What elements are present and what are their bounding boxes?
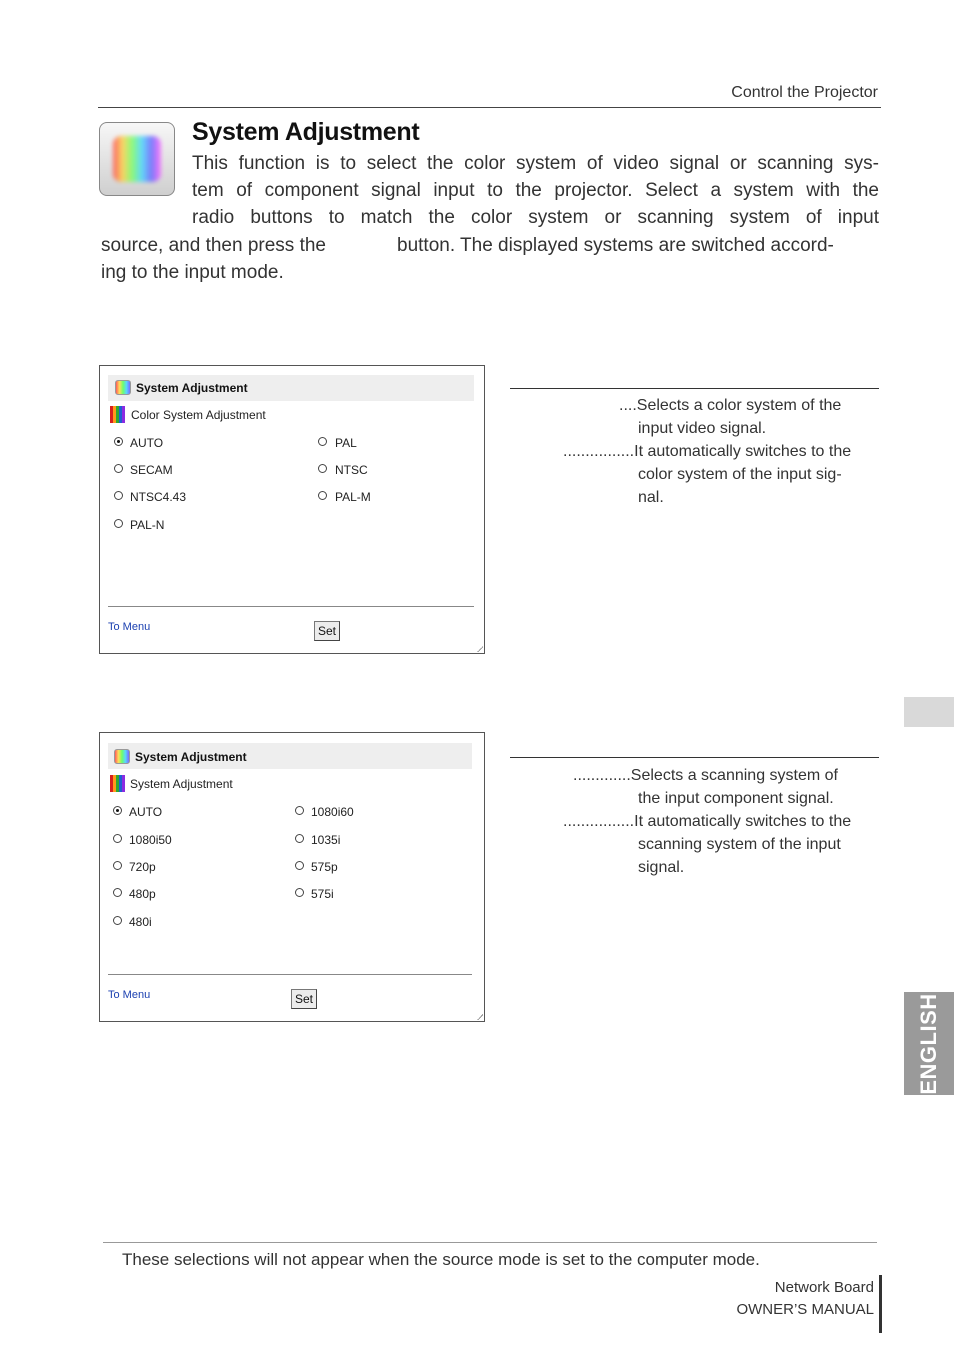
intro-line-3: radio buttons to match the color system or scanning system of input [192, 207, 879, 228]
desc-text: signal. [638, 859, 685, 876]
option-label: AUTO [129, 805, 163, 819]
radio-1080i50[interactable] [113, 834, 122, 843]
option-label: 575i [311, 887, 334, 901]
desc-text: input video signal. [638, 420, 767, 437]
radio-1080i60[interactable] [295, 806, 304, 815]
radio-575p[interactable] [295, 861, 304, 870]
desc-text: the input component signal. [638, 790, 834, 807]
desc-rule [510, 388, 879, 389]
intro-line-5: ing to the input mode. [101, 262, 284, 283]
header-rule [98, 107, 881, 108]
radio-1035i[interactable] [295, 834, 304, 843]
option-label: NTSC4.43 [130, 490, 187, 504]
footer-bar [879, 1275, 882, 1333]
radio-575i[interactable] [295, 888, 304, 897]
footer-manual-type: OWNER’S MANUAL [736, 1301, 874, 1318]
option-label: AUTO [130, 436, 164, 450]
intro-line-4a: source, and then press the [101, 235, 326, 256]
desc-text: scanning system of the input [638, 836, 841, 853]
radio-pal-m[interactable] [318, 491, 327, 500]
radio-720p[interactable] [113, 861, 122, 870]
radio-480p[interactable] [113, 888, 122, 897]
section-header: Control the Projector [731, 84, 878, 101]
desc-text: .............Selects a scanning system of [573, 767, 838, 784]
resize-grip[interactable] [477, 1014, 483, 1020]
to-menu-link[interactable]: To Menu [108, 989, 151, 1001]
option-label: SECAM [130, 463, 173, 477]
system-adjustment-icon [99, 122, 175, 196]
color-bars-icon [110, 775, 125, 792]
set-button[interactable]: Set [291, 989, 317, 1009]
option-label: 1080i60 [311, 805, 354, 819]
intro-line-4b: button. The displayed systems are switched accord- [397, 235, 834, 256]
radio-pal[interactable] [318, 437, 327, 446]
footer-note: These selections will not appear when the source mode is set to the computer mode. [122, 1250, 760, 1269]
panel-title: System Adjustment [136, 381, 248, 395]
option-label: 480p [129, 887, 156, 901]
option-label: 1035i [311, 833, 341, 847]
panel-separator [108, 606, 474, 607]
panel-separator [108, 974, 472, 975]
language-tab [904, 992, 954, 1095]
option-label: PAL-N [130, 518, 165, 532]
desc-text: ................It automatically switches to the [563, 813, 852, 830]
side-tab [904, 697, 954, 727]
option-label: 480i [129, 915, 152, 929]
radio-ntsc443[interactable] [114, 491, 123, 500]
page-title: System Adjustment [192, 118, 420, 146]
set-button[interactable]: Set [314, 621, 340, 641]
language-tab-label: ENGLISH [916, 992, 941, 1095]
radio-480i[interactable] [113, 916, 122, 925]
radio-ntsc[interactable] [318, 464, 327, 473]
radio-auto[interactable] [114, 437, 123, 446]
system-adjustment-icon [115, 380, 131, 395]
color-system-panel [99, 365, 485, 654]
option-label: 1080i50 [129, 833, 172, 847]
option-label: 575p [311, 860, 338, 874]
desc-text: ................It automatically switches to the [563, 443, 852, 460]
intro-line-2: tem of component signal input to the projector. Select a system with the [192, 180, 879, 201]
desc-text: nal. [638, 489, 664, 506]
resize-grip[interactable] [477, 646, 483, 652]
desc-text: color system of the input sig- [638, 466, 842, 483]
footer-rule [103, 1242, 877, 1243]
to-menu-link[interactable]: To Menu [108, 621, 151, 633]
intro-line-1: This function is to select the color system of video signal or scanning sys- [192, 153, 879, 174]
desc-text: ....Selects a color system of the [619, 397, 842, 414]
panel-subtitle: System Adjustment [130, 777, 233, 791]
desc-rule [510, 757, 879, 758]
scan-system-panel [99, 732, 485, 1022]
panel-subtitle: Color System Adjustment [131, 408, 266, 422]
radio-secam[interactable] [114, 464, 123, 473]
color-bars-icon [110, 406, 125, 423]
panel-title: System Adjustment [135, 750, 247, 764]
option-label: NTSC [335, 463, 368, 477]
system-adjustment-icon [114, 749, 130, 764]
option-label: PAL-M [335, 490, 371, 504]
footer-manual-name: Network Board [774, 1279, 874, 1296]
radio-auto[interactable] [113, 806, 122, 815]
radio-pal-n[interactable] [114, 519, 123, 528]
option-label: PAL [335, 436, 357, 450]
option-label: 720p [129, 860, 156, 874]
